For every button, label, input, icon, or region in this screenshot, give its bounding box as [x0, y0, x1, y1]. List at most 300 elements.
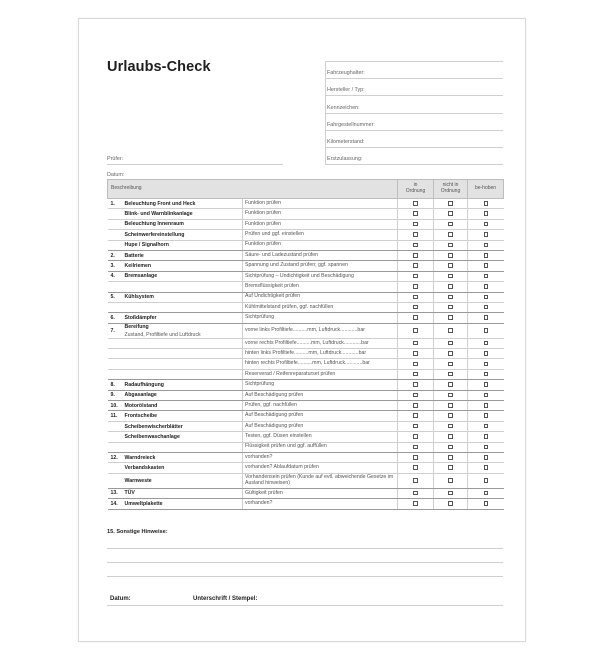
checkbox-cell-ok [398, 452, 434, 462]
row-item-name: Radaufhängung [123, 380, 243, 390]
row-number [108, 240, 123, 250]
row-item-name: Kühlsystem [123, 292, 243, 302]
checkbox-fixed[interactable] [484, 315, 489, 320]
checkbox-cell-not-ok [434, 473, 468, 488]
table-row [108, 390, 504, 400]
checkbox-fixed[interactable] [484, 403, 489, 408]
checkbox-cell-not-ok [434, 250, 468, 260]
checkbox-fixed[interactable] [484, 413, 489, 418]
checkbox-fixed[interactable] [484, 201, 489, 206]
checkbox-cell-fixed [468, 282, 504, 292]
checkbox-cell-ok [398, 282, 434, 292]
notes-section [107, 529, 503, 577]
row-number: 9. [108, 390, 123, 400]
checkbox-fixed[interactable] [484, 328, 489, 333]
checkbox-not-ok[interactable] [448, 341, 453, 346]
checkbox-not-ok[interactable] [448, 263, 453, 268]
checkbox-not-ok[interactable] [448, 351, 453, 356]
checkbox-fixed[interactable] [484, 341, 489, 346]
checkbox-cell-ok [398, 323, 434, 338]
checkbox-cell-not-ok [434, 230, 468, 240]
checkbox-not-ok[interactable] [448, 243, 453, 248]
checkbox-cell-fixed [468, 209, 504, 219]
row-item-name [123, 369, 243, 379]
checkbox-cell-fixed [468, 463, 504, 473]
checkbox-cell-not-ok [434, 302, 468, 312]
header-beschreibung: Beschreibung [108, 180, 398, 199]
checkbox-not-ok[interactable] [448, 445, 453, 450]
row-item-name [123, 338, 243, 348]
checkbox-fixed[interactable] [484, 455, 489, 460]
form-title: Urlaubs-Check [107, 59, 211, 75]
row-number: 4. [108, 271, 123, 281]
row-item-name: TÜV [123, 488, 243, 498]
checkbox-not-ok[interactable] [448, 201, 453, 206]
row-item-name: Stoßdämpfer [123, 313, 243, 323]
row-description: Sichtprüfung – Undichtigkeit und Beschädigung [243, 271, 398, 281]
table-row [108, 271, 504, 281]
checkbox-cell-ok [398, 411, 434, 421]
checkbox-ok[interactable] [413, 445, 418, 450]
row-description: Säure- und Ladezustand prüfen [243, 250, 398, 260]
vehicle-info-divider [325, 62, 326, 165]
row-number: 13. [108, 488, 123, 498]
signature-date-label: Datum: [110, 596, 131, 602]
checkbox-cell-fixed [468, 499, 504, 509]
header-nicht-in-ordnung: nicht in Ordnung [434, 180, 468, 199]
checkbox-cell-not-ok [434, 380, 468, 390]
signature-row[interactable] [107, 587, 503, 606]
checkbox-fixed[interactable] [484, 445, 489, 450]
checkbox-not-ok[interactable] [448, 328, 453, 333]
checkbox-cell-not-ok [434, 411, 468, 421]
checkbox-not-ok[interactable] [448, 424, 453, 429]
row-description: Bremsflüssigkeit prüfen [243, 282, 398, 292]
checkbox-fixed[interactable] [484, 424, 489, 429]
table-row [108, 338, 504, 348]
row-number [108, 219, 123, 229]
checkbox-cell-not-ok [434, 282, 468, 292]
row-item-name: Hupe / Signalhorn [123, 240, 243, 250]
checkbox-cell-not-ok [434, 463, 468, 473]
table-row [108, 199, 504, 209]
row-item-name [123, 442, 243, 452]
checkbox-ok[interactable] [413, 341, 418, 346]
table-row [108, 292, 504, 302]
row-item-name [123, 349, 243, 359]
checkbox-cell-ok [398, 230, 434, 240]
row-item-name: Warndreieck [123, 452, 243, 462]
checkbox-cell-fixed [468, 432, 504, 442]
row-number [108, 302, 123, 312]
checkbox-ok[interactable] [413, 328, 418, 333]
checkbox-ok[interactable] [413, 465, 418, 470]
checkbox-ok[interactable] [413, 232, 418, 237]
checkbox-cell-not-ok [434, 338, 468, 348]
checkbox-ok[interactable] [413, 253, 418, 258]
row-number: 2. [108, 250, 123, 260]
row-item-subtitle: Zustand, Profiltiefe und Luftdruck [124, 331, 201, 338]
row-number: 5. [108, 292, 123, 302]
row-item-name [123, 282, 243, 292]
row-number: 8. [108, 380, 123, 390]
checkbox-cell-ok [398, 442, 434, 452]
checkbox-ok[interactable] [413, 274, 418, 279]
field-erstzulassung[interactable]: Erstzulassung: [325, 148, 503, 165]
checkbox-cell-fixed [468, 292, 504, 302]
field-kilometerstand[interactable]: Kilometerstand: [325, 131, 503, 148]
notes-line[interactable] [107, 563, 503, 577]
row-number [108, 463, 123, 473]
table-row [108, 442, 504, 452]
row-item-name: Abgasanlage [123, 390, 243, 400]
checkbox-ok[interactable] [413, 201, 418, 206]
checkbox-not-ok[interactable] [448, 403, 453, 408]
checkbox-fixed[interactable] [484, 362, 489, 367]
row-description: Funktion prüfen [243, 219, 398, 229]
row-number: 14. [108, 499, 123, 509]
row-item-name [123, 302, 243, 312]
row-number: 3. [108, 261, 123, 271]
checkbox-cell-fixed [468, 199, 504, 209]
checkbox-ok[interactable] [413, 455, 418, 460]
checkbox-fixed[interactable] [484, 351, 489, 356]
table-row [108, 261, 504, 271]
row-number: 1. [108, 199, 123, 209]
checkbox-not-ok[interactable] [448, 491, 453, 496]
checkbox-cell-ok [398, 199, 434, 209]
checkbox-ok[interactable] [413, 382, 418, 387]
checkbox-cell-fixed [468, 390, 504, 400]
checkbox-cell-not-ok [434, 390, 468, 400]
table-row [108, 209, 504, 219]
header-in-ordnung: in Ordnung [398, 180, 434, 199]
checkbox-fixed[interactable] [484, 243, 489, 248]
field-kennzeichen[interactable]: Kennzeichen: [325, 96, 503, 113]
checkbox-cell-fixed [468, 473, 504, 488]
checkbox-ok[interactable] [413, 372, 418, 377]
row-item-name: Scheibenwischerblätter [123, 421, 243, 431]
checkbox-fixed[interactable] [484, 253, 489, 258]
checkbox-ok[interactable] [413, 362, 418, 367]
field-fahrzeughalter[interactable]: Fahrzeughalter: [325, 62, 503, 79]
checkbox-cell-fixed [468, 488, 504, 498]
checkbox-cell-not-ok [434, 499, 468, 509]
checkbox-cell-fixed [468, 271, 504, 281]
checkbox-fixed[interactable] [484, 211, 489, 216]
row-description: Flüssigkeit prüfen und ggf. auffüllen [243, 442, 398, 452]
row-description: vorhanden? [243, 452, 398, 462]
row-item-name: Motorölstand [123, 401, 243, 411]
table-header-row [108, 180, 504, 199]
checkbox-ok[interactable] [413, 295, 418, 300]
checkbox-ok[interactable] [413, 263, 418, 268]
checkbox-fixed[interactable] [484, 372, 489, 377]
checkbox-not-ok[interactable] [448, 284, 453, 289]
checkbox-cell-fixed [468, 349, 504, 359]
table-row [108, 432, 504, 442]
row-item-name: Frontscheibe [123, 411, 243, 421]
row-description: Auf Beschädigung prüfen [243, 421, 398, 431]
table-row [108, 240, 504, 250]
checkbox-cell-ok [398, 261, 434, 271]
row-description: Prüfen und ggf. einstellen [243, 230, 398, 240]
checkbox-cell-not-ok [434, 261, 468, 271]
checkbox-cell-ok [398, 488, 434, 498]
table-row [108, 411, 504, 421]
checkbox-not-ok[interactable] [448, 434, 453, 439]
row-item-name: Verbandskasten [123, 463, 243, 473]
checkbox-not-ok[interactable] [448, 362, 453, 367]
checkbox-fixed[interactable] [484, 465, 489, 470]
checkbox-cell-fixed [468, 302, 504, 312]
field-fahrgestellnummer[interactable]: Fahrgestellnummer: [325, 114, 503, 131]
table-row [108, 219, 504, 229]
checkbox-ok[interactable] [413, 243, 418, 248]
checkbox-ok[interactable] [413, 491, 418, 496]
form-sheet [78, 18, 526, 642]
table-row [108, 369, 504, 379]
checkbox-ok[interactable] [413, 284, 418, 289]
checkbox-cell-fixed [468, 359, 504, 369]
checkbox-fixed[interactable] [484, 222, 489, 227]
row-description: Vorhandensein prüfen (Kunde auf evtl. abweichende Gesetze im Ausland hinweisen) [243, 473, 398, 488]
row-description: Funktion prüfen [243, 199, 398, 209]
checkbox-cell-fixed [468, 380, 504, 390]
checkbox-cell-fixed [468, 313, 504, 323]
checkbox-cell-not-ok [434, 323, 468, 338]
field-pruefer[interactable]: Prüfer: [107, 149, 283, 165]
table-row [108, 230, 504, 240]
row-number [108, 209, 123, 219]
checkbox-fixed[interactable] [484, 491, 489, 496]
checkbox-cell-fixed [468, 219, 504, 229]
checkbox-cell-ok [398, 338, 434, 348]
row-description: Gültigkeit prüfen [243, 488, 398, 498]
checkbox-cell-ok [398, 209, 434, 219]
row-description: hinten rechts Profiltiefe..........mm, Luftdruck............bar [243, 359, 398, 369]
row-description: Sichtprüfung [243, 313, 398, 323]
checkbox-cell-ok [398, 421, 434, 431]
checkbox-cell-fixed [468, 452, 504, 462]
checkbox-cell-not-ok [434, 271, 468, 281]
inspector-fields [107, 149, 283, 181]
checkbox-fixed[interactable] [484, 434, 489, 439]
checkbox-cell-fixed [468, 261, 504, 271]
checkbox-not-ok[interactable] [448, 382, 453, 387]
checkbox-cell-not-ok [434, 349, 468, 359]
checkbox-cell-not-ok [434, 292, 468, 302]
checkbox-ok[interactable] [413, 424, 418, 429]
checkbox-cell-not-ok [434, 421, 468, 431]
checkbox-not-ok[interactable] [448, 315, 453, 320]
checkbox-ok[interactable] [413, 315, 418, 320]
checkbox-cell-ok [398, 250, 434, 260]
checkbox-ok[interactable] [413, 351, 418, 356]
checkbox-ok[interactable] [413, 478, 418, 483]
row-number [108, 473, 123, 488]
row-item-name: Bereifung Zustand, Profiltiefe und Luftdruck [123, 323, 243, 338]
checkbox-not-ok[interactable] [448, 274, 453, 279]
checkbox-cell-fixed [468, 369, 504, 379]
checkbox-cell-ok [398, 313, 434, 323]
checkbox-not-ok[interactable] [448, 501, 453, 506]
checkbox-cell-not-ok [434, 442, 468, 452]
row-number [108, 349, 123, 359]
row-number [108, 282, 123, 292]
checkbox-cell-ok [398, 349, 434, 359]
checkbox-ok[interactable] [413, 434, 418, 439]
checkbox-fixed[interactable] [484, 263, 489, 268]
notes-label: 15. Sonstige Hinweise: [107, 529, 168, 535]
checkbox-cell-fixed [468, 421, 504, 431]
notes-line[interactable] [107, 549, 503, 563]
checkbox-not-ok[interactable] [448, 295, 453, 300]
field-hersteller-typ[interactable]: Hersteller / Typ: [325, 79, 503, 96]
checkbox-fixed[interactable] [484, 232, 489, 237]
checkbox-not-ok[interactable] [448, 478, 453, 483]
checkbox-cell-not-ok [434, 219, 468, 229]
row-item-name: Beleuchtung Innenraum [123, 219, 243, 229]
checkbox-not-ok[interactable] [448, 232, 453, 237]
table-row [108, 473, 504, 488]
checkbox-ok[interactable] [413, 403, 418, 408]
checkbox-not-ok[interactable] [448, 222, 453, 227]
row-number: 12. [108, 452, 123, 462]
row-description: hinten links Profiltiefe..........mm, Luftdruck............bar [243, 349, 398, 359]
row-number: 10. [108, 401, 123, 411]
row-description: Sichtprüfung [243, 380, 398, 390]
checkbox-cell-fixed [468, 250, 504, 260]
checkbox-cell-fixed [468, 401, 504, 411]
row-number [108, 369, 123, 379]
checkbox-cell-ok [398, 292, 434, 302]
row-number: 6. [108, 313, 123, 323]
checkbox-cell-ok [398, 369, 434, 379]
checkbox-cell-ok [398, 240, 434, 250]
checkbox-fixed[interactable] [484, 305, 489, 310]
checkbox-cell-ok [398, 359, 434, 369]
row-item-name: Beleuchtung Front und Heck [123, 199, 243, 209]
checkbox-cell-fixed [468, 411, 504, 421]
header-behoben: be-hoben [468, 180, 504, 199]
row-item-name: Batterie [123, 250, 243, 260]
table-row [108, 302, 504, 312]
checkbox-not-ok[interactable] [448, 393, 453, 398]
checkbox-cell-ok [398, 499, 434, 509]
row-description: Auf Beschädigung prüfen [243, 390, 398, 400]
row-number [108, 338, 123, 348]
table-row [108, 488, 504, 498]
row-item-name: Scheibenwaschanlage [123, 432, 243, 442]
row-item-name: Scheinwerfereinstellung [123, 230, 243, 240]
row-number [108, 432, 123, 442]
checkbox-cell-ok [398, 271, 434, 281]
checkbox-fixed[interactable] [484, 274, 489, 279]
checkbox-cell-ok [398, 302, 434, 312]
checkbox-cell-fixed [468, 442, 504, 452]
checkbox-fixed[interactable] [484, 478, 489, 483]
checkbox-not-ok[interactable] [448, 413, 453, 418]
row-number: 11. [108, 411, 123, 421]
table-row [108, 421, 504, 431]
checkbox-cell-not-ok [434, 199, 468, 209]
checkbox-ok[interactable] [413, 305, 418, 310]
table-row [108, 323, 504, 338]
row-number [108, 442, 123, 452]
table-row [108, 313, 504, 323]
checkbox-fixed[interactable] [484, 382, 489, 387]
checklist-body [108, 199, 504, 510]
table-row [108, 359, 504, 369]
checkbox-cell-not-ok [434, 359, 468, 369]
row-item-name: Umweltplakette [123, 499, 243, 509]
row-description: vorne links Profiltiefe..........mm, Luftdruck............bar [243, 323, 398, 338]
row-number [108, 421, 123, 431]
row-description: Kühlmittelstand prüfen, ggf. nachfüllen [243, 302, 398, 312]
row-item-name: Keilriemen [123, 261, 243, 271]
checkbox-ok[interactable] [413, 222, 418, 227]
checkbox-ok[interactable] [413, 413, 418, 418]
table-row [108, 380, 504, 390]
checkbox-ok[interactable] [413, 501, 418, 506]
checkbox-not-ok[interactable] [448, 253, 453, 258]
checkbox-cell-ok [398, 473, 434, 488]
checkbox-not-ok[interactable] [448, 211, 453, 216]
table-row [108, 349, 504, 359]
checkbox-cell-ok [398, 401, 434, 411]
table-row [108, 401, 504, 411]
table-row [108, 452, 504, 462]
row-item-name: Blink- und Warnblinkanlage [123, 209, 243, 219]
row-number [108, 359, 123, 369]
row-description: vorhanden? [243, 499, 398, 509]
checkbox-cell-not-ok [434, 209, 468, 219]
checkbox-cell-not-ok [434, 401, 468, 411]
checkbox-not-ok[interactable] [448, 305, 453, 310]
notes-line[interactable] [107, 535, 503, 549]
checkbox-cell-ok [398, 219, 434, 229]
checkbox-not-ok[interactable] [448, 465, 453, 470]
checkbox-fixed[interactable] [484, 393, 489, 398]
row-description: Reserverad / Reifenreparaturset prüfen [243, 369, 398, 379]
checkbox-cell-fixed [468, 323, 504, 338]
checkbox-cell-not-ok [434, 488, 468, 498]
checkbox-cell-ok [398, 432, 434, 442]
checkbox-ok[interactable] [413, 393, 418, 398]
checkbox-cell-fixed [468, 230, 504, 240]
checkbox-cell-fixed [468, 338, 504, 348]
checkbox-fixed[interactable] [484, 501, 489, 506]
row-description: Funktion prüfen [243, 209, 398, 219]
checkbox-fixed[interactable] [484, 284, 489, 289]
row-description: Funktion prüfen [243, 240, 398, 250]
checkbox-not-ok[interactable] [448, 372, 453, 377]
table-row [108, 499, 504, 509]
vehicle-info-fields [325, 61, 503, 165]
field-datum[interactable]: Datum: [107, 165, 283, 181]
table-row [108, 282, 504, 292]
row-description: Prüfen, ggf. nachfüllen [243, 401, 398, 411]
table-row [108, 463, 504, 473]
row-item-name [123, 359, 243, 369]
row-description: vorne rechts Profiltiefe..........mm, Luftdruck............bar [243, 338, 398, 348]
row-number: 7. [108, 323, 123, 338]
checkbox-fixed[interactable] [484, 295, 489, 300]
checkbox-ok[interactable] [413, 211, 418, 216]
checkbox-cell-ok [398, 390, 434, 400]
checkbox-not-ok[interactable] [448, 455, 453, 460]
